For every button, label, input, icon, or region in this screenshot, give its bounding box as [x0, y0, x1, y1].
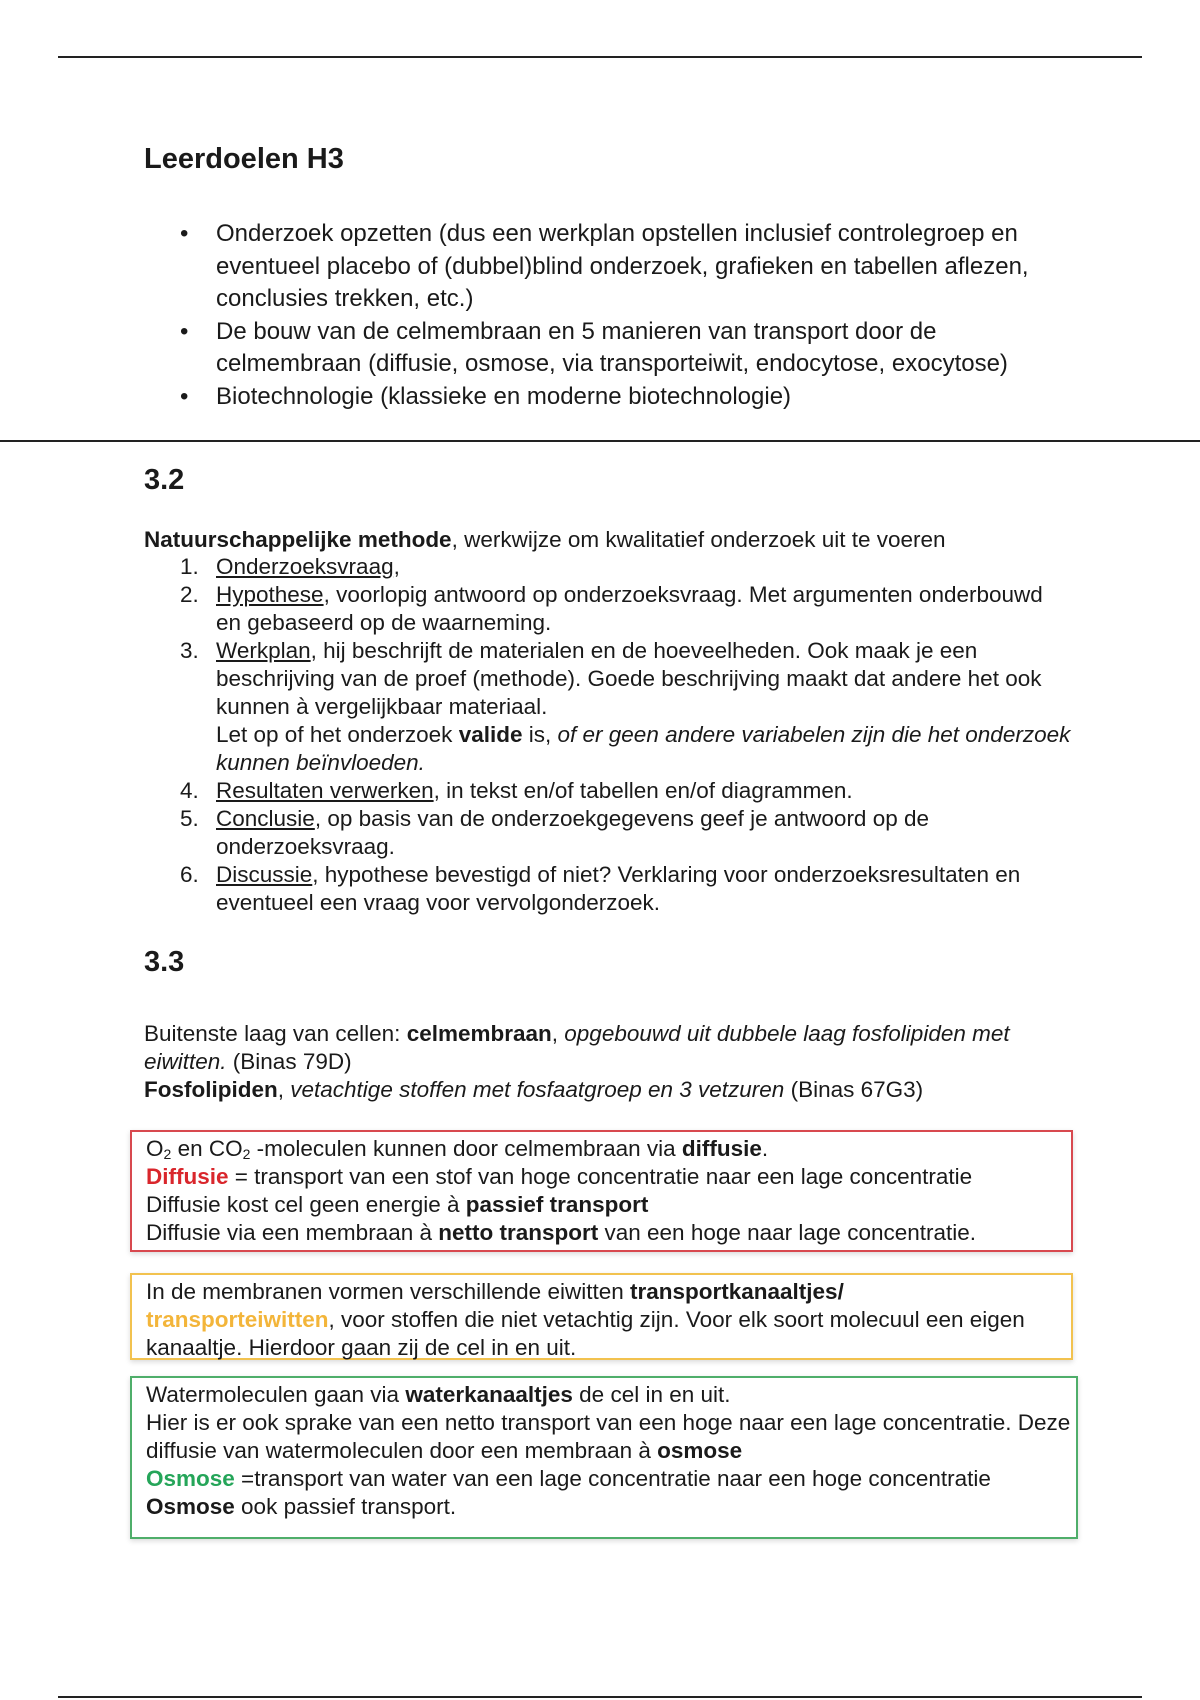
page-title: Leerdoelen H3	[144, 143, 344, 175]
step-term: Discussie	[216, 862, 313, 887]
method-steps-list	[144, 553, 1074, 917]
transport-protein-box: In de membranen vormen verschillende eiwitten transportkanaaltjes/ transporteiwitten, voor stoffen die niet vetachtig zijn. Voor elk soort molecuul een eigen kanaaltje. Hierdoor gaan zij de cel in en uit.	[130, 1273, 1073, 1360]
list-item: 6. Discussie, hypothese bevestigd of niet? Verklaring voor onderzoeksresultaten en eventueel een vraag voor vervolgonderzoek.	[180, 862, 1021, 915]
bullet-icon: •	[180, 220, 189, 247]
diffusion-box: $O_2$ en $CO_2$ -moleculen kunnen door celmembraan via diffusie. Diffusie = transport van een stof van hoge concentratie naar een lage concentratie Diffusie kost cel geen energie à passief transport Diffusie via een membraan à netto transport van een hoge naar lage concentratie.	[130, 1130, 1073, 1252]
diffusion-term: Diffusie	[146, 1164, 229, 1189]
list-item: • Biotechnologie (klassieke en moderne biotechnologie)	[144, 381, 1074, 414]
list-item: 2. Hypothese, voorlopig antwoord op onderzoeksvraag. Met argumenten onderbouwd en gebaseerd op de waarneming.	[180, 582, 1043, 635]
membrane-paragraph: Buitenste laag van cellen: celmembraan, opgebouwd uit dubbele laag fosfolipiden met eiwitten. (Binas 79D) Fosfolipiden, vetachtige stoffen met fosfaatgroep en 3 vetzuren (Binas 67G3)	[144, 1021, 1010, 1102]
method-intro: Natuurschappelijke methode, werkwijze om kwalitatief onderzoek uit te voeren	[144, 527, 946, 552]
step-term: Conclusie	[216, 806, 315, 831]
bullet-icon: •	[180, 317, 189, 345]
step-term: Resultaten verwerken	[216, 778, 434, 803]
step-term: Onderzoeksvraag	[216, 554, 394, 579]
bullet-icon: •	[180, 382, 189, 410]
step-term: Hypothese	[216, 582, 324, 607]
learning-goals-list	[144, 218, 1074, 413]
osmosis-term: Osmose	[146, 1466, 235, 1491]
section-heading-3-3: 3.3	[144, 946, 185, 978]
list-item: 3. Werkplan, hij beschrijft de materialen en de hoeveelheden. Ook maak je een beschrijving van de proef (methode). Goede beschrijving maakt dat andere het ook kunnen à vergelijkbaar materiaal. Let op of het onderzoek valide is, of er geen andere variabelen zijn die het onderzoek kunnen beïnvloeden.	[180, 638, 1071, 775]
list-item: • De bouw van de celmembraan en 5 manieren van transport door de celmembraan (diffusie, osmose, via transporteiwit, endocytose, exocytose)	[180, 317, 1008, 377]
section-heading-3-2: 3.2	[144, 464, 185, 496]
list-item: 4. Resultaten verwerken, in tekst en/of tabellen en/of diagrammen.	[180, 778, 853, 803]
list-item: 1. Onderzoeksvraag,	[180, 554, 400, 579]
transport-protein-term: transporteiwitten	[146, 1307, 329, 1332]
list-item: 5. Conclusie, op basis van de onderzoekgegevens geef je antwoord op de onderzoeksvraag.	[180, 806, 930, 859]
list-item: • Onderzoek opzetten (dus een werkplan opstellen inclusief controlegroep en eventueel placebo of (dubbel)blind onderzoek, grafieken en tabellen aflezen, conclusies trekken, etc.)	[180, 220, 1029, 312]
osmosis-box: Watermoleculen gaan via waterkanaaltjes de cel in en uit. Hier is er ook sprake van een netto transport van een hoge naar een lage concentratie. Deze diffusie van watermoleculen door een membraan à osmose Osmose =transport van water van een lage concentratie naar een hoge concentratie Osmose ook passief transport.	[130, 1376, 1078, 1539]
bottom-rule	[58, 1696, 1142, 1698]
top-rule	[58, 56, 1142, 58]
page-break-rule	[0, 440, 1200, 442]
step-term: Werkplan	[216, 638, 311, 663]
